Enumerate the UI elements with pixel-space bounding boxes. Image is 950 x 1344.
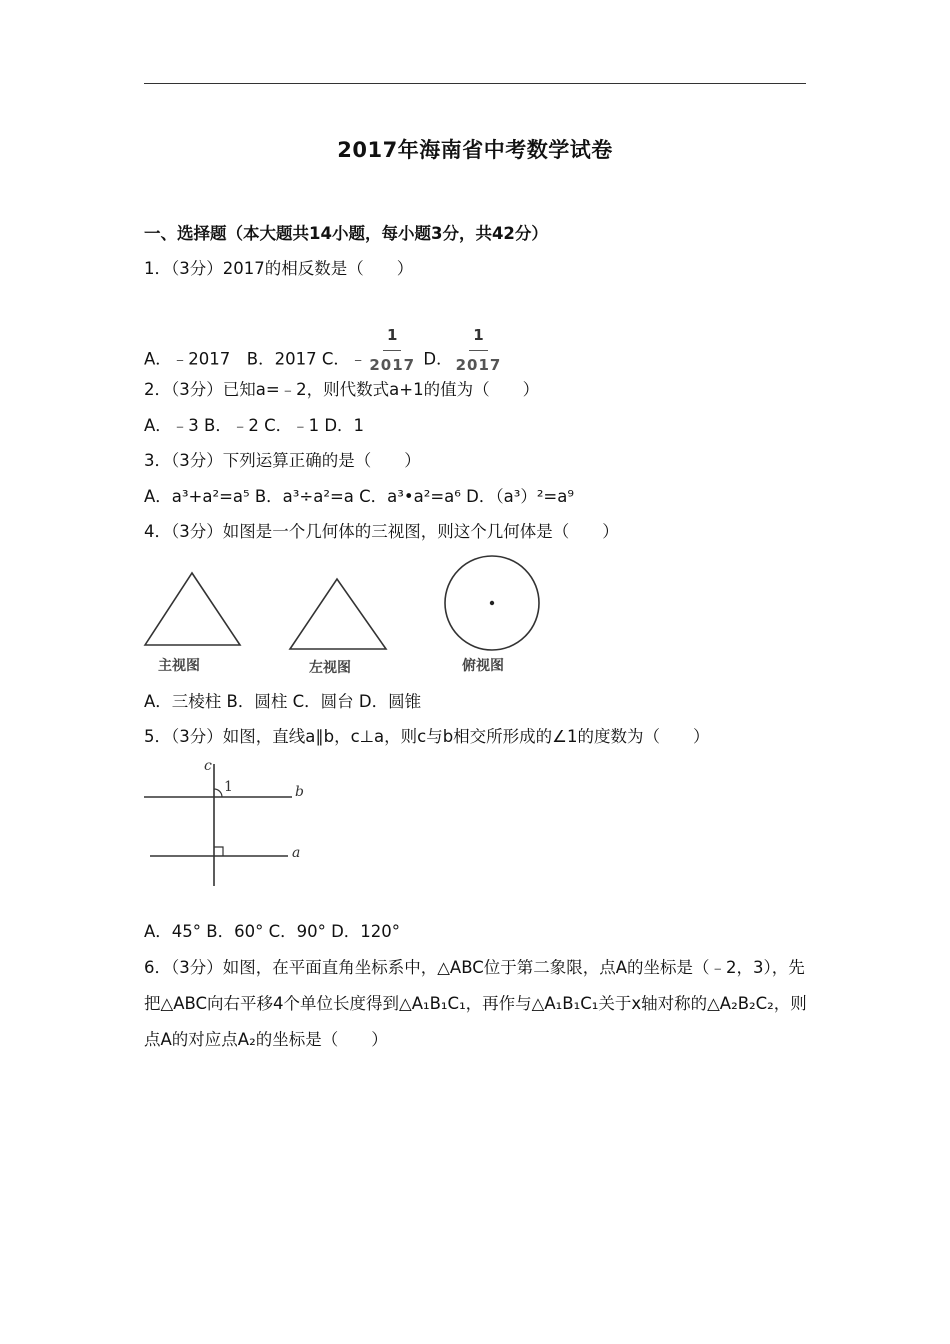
question-6-stem: 6．（3分）如图，在平面直角坐标系中，△ABC位于第二象限，点A的坐标是（﹣2，3），先把△ABC向右平移4个单位长度得到△A₁B₁C₁，再作与△A₁B₁C₁关于x轴对称的△A₂B₂C₂，则点A的对应点A₂的坐标是（ ）: [144, 958, 807, 1049]
label-b: b: [295, 784, 304, 800]
header-rule: [144, 83, 806, 84]
three-view-figure: [140, 552, 550, 680]
question-3-stem: 3．（3分）下列运算正确的是（ ）: [144, 451, 421, 470]
side-view-triangle: [290, 579, 386, 649]
question-5-options: A．45° B．60° C．90° D．120°: [144, 922, 401, 941]
top-view-label: 俯视图: [462, 658, 504, 674]
section-heading: 一、选择题（本大题共14小题，每小题3分，共42分）: [144, 224, 548, 243]
top-view-circle: [445, 556, 539, 650]
right-angle-mark: [214, 847, 223, 856]
question-2-options: A．﹣3 B．﹣2 C．﹣1 D．1: [144, 416, 365, 435]
q1-option-c-fraction: [369, 324, 415, 376]
q1-option-d-fraction: [456, 324, 502, 376]
front-view-triangle: [145, 573, 240, 645]
label-c: c: [204, 758, 212, 774]
fraction-denominator: 2017: [369, 356, 416, 374]
angle-1-arc: [214, 789, 222, 797]
question-4-stem: 4．（3分）如图是一个几何体的三视图，则这个几何体是（ ）: [144, 522, 619, 541]
question-5-stem: 5．（3分）如图，直线a∥b，c⊥a，则c与b相交所形成的∠1的度数为（ ）: [144, 727, 710, 746]
fraction-numerator: 1: [469, 324, 487, 351]
q1-options-ab: A．﹣2017 B．2017 C．: [144, 349, 350, 369]
question-4-options: A．三棱柱 B．圆柱 C．圆台 D．圆锥: [144, 692, 422, 711]
fraction-numerator: 1: [383, 324, 401, 351]
side-view-label: 左视图: [309, 660, 351, 676]
front-view-label: 主视图: [158, 658, 200, 674]
parallel-lines-figure: [140, 756, 320, 890]
label-angle-1: 1: [224, 779, 233, 795]
question-2-stem: 2．（3分）已知a=﹣2，则代数式a+1的值为（ ）: [144, 380, 540, 399]
q1-option-d-label: D．: [423, 349, 453, 369]
label-a: a: [292, 845, 301, 861]
question-3-options: A．a³+a²=a⁵ B．a³÷a²=a C．a³•a²=a⁶ D．（a³）²=a⁹: [144, 487, 574, 506]
question-1-stem: 1．（3分）2017的相反数是（ ）: [144, 259, 414, 278]
q1-option-c-sign: ﹣: [349, 349, 367, 369]
page-title: 2017年海南省中考数学试卷: [337, 138, 613, 162]
fraction-denominator: 2017: [455, 356, 502, 374]
